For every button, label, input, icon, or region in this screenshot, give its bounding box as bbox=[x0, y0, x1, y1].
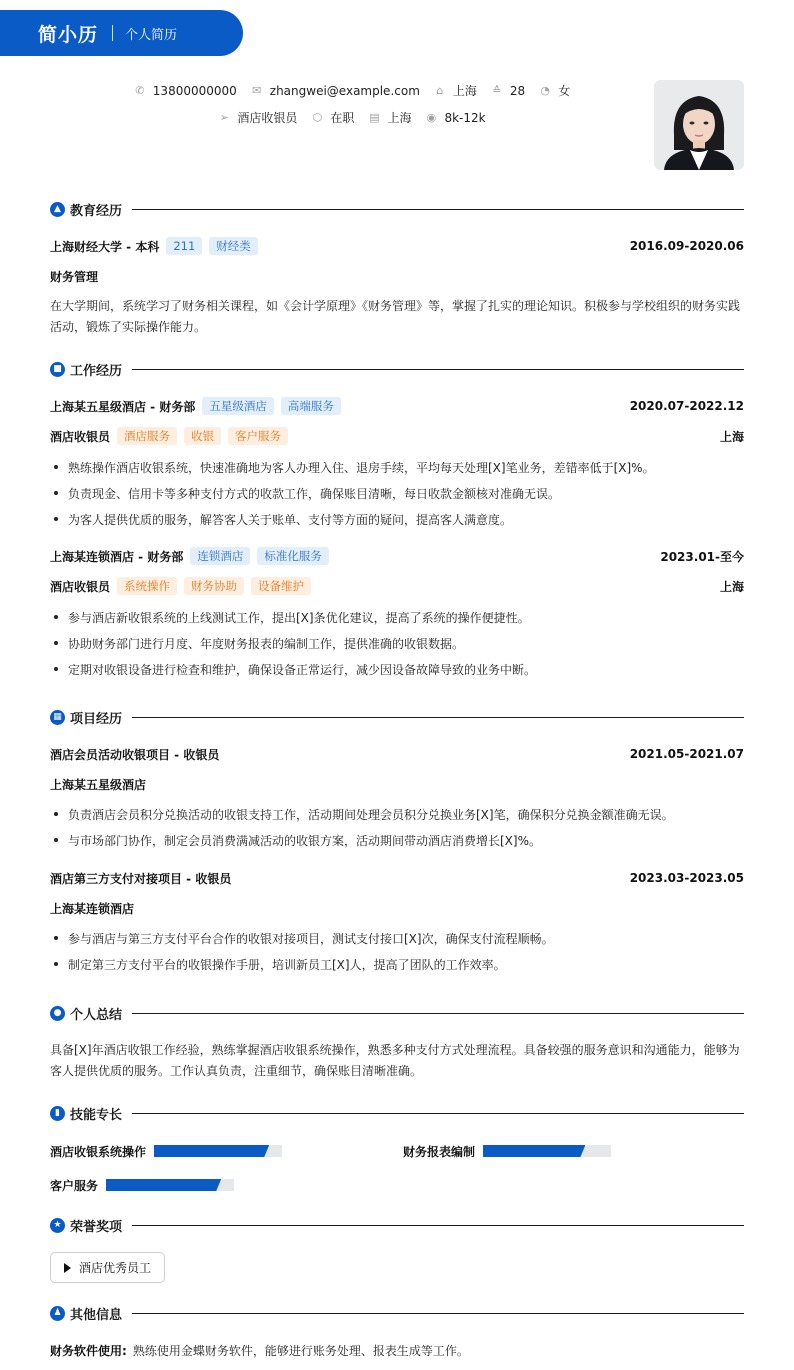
status-icon: ⬡ bbox=[312, 111, 323, 124]
home-icon: ⌂ bbox=[436, 84, 444, 97]
skill-level-bar bbox=[154, 1145, 282, 1157]
project-org-row bbox=[50, 775, 744, 793]
role-tag: 财务协助 bbox=[184, 577, 244, 595]
bullet-dot bbox=[54, 838, 58, 842]
project-org: 上海某连锁酒店 bbox=[50, 901, 135, 916]
section-title: 项目经历 bbox=[70, 711, 123, 727]
bullet-dot bbox=[54, 517, 58, 521]
bullet-text: 熟练操作酒店收银系统，快速准确地为客人办理入住、退房手续，平均每天处理[X]笔业务，差错率低于[X]%。 bbox=[68, 460, 655, 475]
role-name: 酒店收银员 bbox=[50, 579, 111, 594]
skill-name: 酒店收银系统操作 bbox=[50, 1144, 147, 1159]
education-tag: 211 bbox=[166, 237, 202, 255]
contact-position bbox=[218, 109, 297, 126]
work-city-value: 上海 bbox=[387, 111, 412, 125]
summary-text: 具备[X]年酒店收银工作经验，熟练掌握酒店收银系统操作，熟悉多种支付方式处理流程。具备较强的服务意识和沟通能力，能够为客人提供优质的服务。工作认真负责，注重细节，确保账目清晰准确。 bbox=[50, 1043, 740, 1078]
section-title: 工作经历 bbox=[70, 363, 123, 379]
project-org-row bbox=[50, 899, 744, 917]
company-name: 上海某五星级酒店 - 财务部 bbox=[50, 399, 196, 414]
bullet-dot bbox=[54, 936, 58, 940]
bullet-text: 与市场部门协作，制定会员消费满减活动的收银方案，活动期间带动酒店消费增长[X]%。 bbox=[68, 833, 541, 848]
contact-city bbox=[434, 82, 477, 99]
contact-email bbox=[251, 84, 420, 98]
role-tag: 酒店服务 bbox=[117, 427, 177, 445]
contact-row-2 bbox=[0, 109, 749, 126]
gender-icon: ◔ bbox=[540, 84, 550, 97]
bullet-dot bbox=[54, 465, 58, 469]
brand-header bbox=[0, 10, 243, 56]
contact-work-city bbox=[368, 109, 411, 126]
skill-level-bar bbox=[483, 1145, 611, 1157]
list-item bbox=[50, 805, 744, 823]
brand-divider bbox=[112, 25, 113, 41]
contact-phone bbox=[134, 84, 237, 98]
section-divider bbox=[132, 369, 744, 370]
bullet-text: 负责现金、信用卡等多种支付方式的收款工作，确保账目清晰，每日收款金额核对准确无误。 bbox=[68, 486, 561, 501]
position-value: 酒店收银员 bbox=[237, 111, 298, 125]
work-location: 上海 bbox=[719, 579, 744, 594]
skill-item bbox=[50, 1177, 234, 1193]
section-divider bbox=[132, 1113, 744, 1114]
education-date: 2016.09-2020.06 bbox=[629, 239, 744, 253]
section-project-header bbox=[50, 707, 744, 727]
age-value: 28 bbox=[509, 83, 526, 98]
education-major-row bbox=[50, 267, 744, 285]
bullet-dot bbox=[54, 641, 58, 645]
bullet-dot bbox=[54, 667, 58, 671]
section-education-header bbox=[50, 199, 744, 219]
section-divider bbox=[132, 1313, 744, 1314]
other-info-label: 财务软件使用: bbox=[50, 1343, 127, 1358]
company-name: 上海某连锁酒店 - 财务部 bbox=[50, 549, 184, 564]
list-item bbox=[50, 831, 744, 849]
play-triangle-icon bbox=[64, 1263, 71, 1273]
salary-value: 8k-12k bbox=[444, 110, 486, 125]
work-location: 上海 bbox=[719, 429, 744, 444]
award-label: 酒店优秀员工 bbox=[79, 1261, 152, 1275]
section-title: 教育经历 bbox=[70, 203, 123, 219]
contact-age bbox=[491, 84, 525, 98]
bullet-text: 定期对收银设备进行检查和维护，确保设备正常运行，减少因设备故障导致的业务中断。 bbox=[68, 662, 537, 677]
age-icon: ≙ bbox=[492, 84, 502, 97]
section-title: 技能专长 bbox=[70, 1107, 123, 1123]
project-org: 上海某五星级酒店 bbox=[50, 777, 147, 792]
list-item bbox=[50, 634, 744, 652]
skill-level-bar bbox=[106, 1179, 234, 1191]
brand-subtitle: 个人简历 bbox=[125, 27, 178, 43]
phone-icon: ✆ bbox=[135, 84, 145, 97]
project-date: 2023.03-2023.05 bbox=[629, 871, 744, 885]
bullet-dot bbox=[54, 491, 58, 495]
other-info-row bbox=[50, 1341, 744, 1359]
work-role-row bbox=[50, 427, 744, 445]
graduation-icon: ▲ bbox=[50, 202, 65, 217]
education-header-row bbox=[50, 237, 744, 255]
skill-level-fill bbox=[106, 1179, 221, 1191]
role-tag: 设备维护 bbox=[251, 577, 311, 595]
user-icon: ● bbox=[50, 1006, 65, 1021]
education-description: 在大学期间，系统学习了财务相关课程，如《会计学原理》《财务管理》等，掌握了扎实的理论知识。积极参与学校组织的财务实践活动，锻炼了实际操作能力。 bbox=[50, 299, 741, 334]
other-info-text: 熟练使用金蝶财务软件，能够进行账务处理、报表生成等工作。 bbox=[132, 1343, 469, 1358]
skill-name: 财务报表编制 bbox=[403, 1144, 476, 1159]
bullet-text: 负责酒店会员积分兑换活动的收银支持工作，活动期间处理会员积分兑换业务[X]笔，确保积分兑换金额准确无误。 bbox=[68, 807, 674, 822]
skill-level-fill bbox=[154, 1145, 269, 1157]
list-item bbox=[50, 955, 744, 973]
section-work-header bbox=[50, 359, 744, 379]
section-title: 其他信息 bbox=[70, 1307, 123, 1323]
work-date: 2023.01-至今 bbox=[660, 549, 744, 564]
avatar-portrait-image bbox=[654, 80, 744, 170]
list-item bbox=[50, 660, 744, 678]
work-role-row bbox=[50, 577, 744, 595]
work-header-row bbox=[50, 547, 744, 565]
section-divider bbox=[132, 717, 744, 718]
status-value: 在职 bbox=[330, 111, 355, 125]
company-tag: 连锁酒店 bbox=[190, 547, 250, 565]
section-divider bbox=[132, 209, 744, 210]
mail-icon: ✉ bbox=[252, 84, 262, 97]
major: 财务管理 bbox=[50, 269, 99, 284]
project-header-row bbox=[50, 745, 744, 763]
company-tag: 标准化服务 bbox=[257, 547, 329, 565]
skill-level-fill bbox=[483, 1145, 585, 1157]
people-icon: ♟ bbox=[50, 1306, 65, 1321]
bullet-dot bbox=[54, 962, 58, 966]
bullet-dot bbox=[54, 812, 58, 816]
section-summary-header bbox=[50, 1003, 744, 1023]
grid-icon: ▦ bbox=[50, 710, 65, 725]
list-item bbox=[50, 608, 744, 626]
brand-logo: 简小历 bbox=[38, 23, 99, 46]
school-name: 上海财经大学 - 本科 bbox=[50, 239, 160, 254]
bullet-text: 参与酒店与第三方支付平台合作的收银对接项目，测试支付接口[X]次，确保支付流程顺畅。 bbox=[68, 931, 554, 946]
section-other-header bbox=[50, 1303, 744, 1323]
salary-icon: ◉ bbox=[426, 111, 437, 124]
role-tag: 收银 bbox=[184, 427, 221, 445]
bullet-text: 为客人提供优质的服务，解答客人关于账单、支付等方面的疑问，提高客人满意度。 bbox=[68, 512, 513, 527]
chart-icon: ▮ bbox=[50, 1106, 65, 1121]
phone-value: 13800000000 bbox=[152, 83, 237, 98]
section-awards-header bbox=[50, 1215, 744, 1235]
section-title: 荣誉奖项 bbox=[70, 1219, 123, 1235]
contact-row-1 bbox=[0, 82, 749, 99]
list-item bbox=[50, 458, 744, 476]
section-title: 个人总结 bbox=[70, 1007, 123, 1023]
contact-salary bbox=[425, 111, 485, 125]
work-header-row bbox=[50, 397, 744, 415]
role-tag: 系统操作 bbox=[117, 577, 177, 595]
bullet-text: 参与酒店新收银系统的上线测试工作，提出[X]条优化建议，提高了系统的操作便捷性。 bbox=[68, 610, 530, 625]
list-item bbox=[50, 484, 744, 502]
role-name: 酒店收银员 bbox=[50, 429, 111, 444]
briefcase-icon: ■ bbox=[50, 362, 65, 377]
skill-item bbox=[403, 1143, 611, 1159]
section-skills-header bbox=[50, 1103, 744, 1123]
skill-item bbox=[50, 1143, 282, 1159]
skill-name: 客户服务 bbox=[50, 1178, 99, 1193]
work-date: 2020.07-2022.12 bbox=[629, 399, 744, 413]
bullet-text: 协助财务部门进行月度、年度财务报表的编制工作，提供准确的收银数据。 bbox=[68, 636, 465, 651]
role-tag: 客户服务 bbox=[228, 427, 288, 445]
project-title: 酒店会员活动收银项目 - 收银员 bbox=[50, 747, 220, 762]
contact-gender bbox=[539, 82, 570, 99]
award-chip bbox=[50, 1252, 165, 1283]
avatar bbox=[654, 80, 744, 170]
send-icon: ➢ bbox=[219, 111, 230, 124]
email-value: zhangwei@example.com bbox=[269, 83, 420, 98]
bullet-text: 制定第三方支付平台的收银操作手册，培训新员工[X]人，提高了团队的工作效率。 bbox=[68, 957, 506, 972]
gender-value: 女 bbox=[558, 84, 571, 98]
project-header-row bbox=[50, 869, 744, 887]
company-tag: 五星级酒店 bbox=[202, 397, 274, 415]
list-item bbox=[50, 929, 744, 947]
building-icon: ▤ bbox=[369, 111, 380, 124]
project-date: 2021.05-2021.07 bbox=[629, 747, 744, 761]
contact-status bbox=[311, 109, 354, 126]
list-item bbox=[50, 510, 744, 528]
education-tag: 财经类 bbox=[209, 237, 258, 255]
section-divider bbox=[132, 1013, 744, 1014]
award-icon: ★ bbox=[50, 1218, 65, 1233]
city-value: 上海 bbox=[452, 84, 477, 98]
section-divider bbox=[132, 1225, 744, 1226]
project-title: 酒店第三方支付对接项目 - 收银员 bbox=[50, 871, 232, 886]
company-tag: 高端服务 bbox=[281, 397, 341, 415]
bullet-dot bbox=[54, 615, 58, 619]
